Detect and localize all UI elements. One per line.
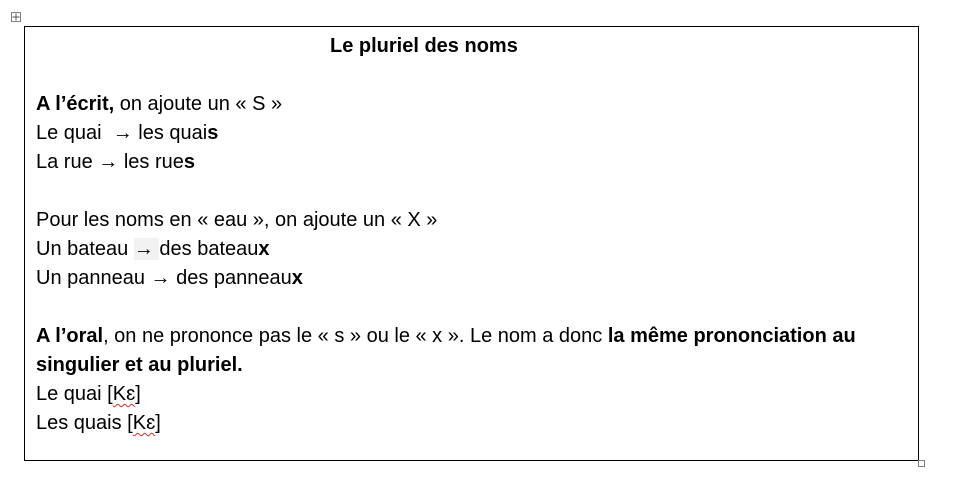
section1-example-2 <box>36 148 907 177</box>
section1-example-2-text: La rue → les rue <box>36 151 184 173</box>
section3-intro-text: , on ne prononce pas le « s » ou le « x ». Le nom a donc <box>103 325 608 347</box>
section2-example-2-ending: x <box>291 267 303 289</box>
blank-line <box>36 61 907 90</box>
table-move-handle-icon[interactable] <box>11 12 21 22</box>
section3-example-2-phonetic: Kɛ <box>132 412 156 434</box>
section2-example-2-text: Un panneau → des panneau <box>36 267 292 289</box>
section2-intro: Pour les noms en « eau », on ajoute un « X » <box>36 209 438 231</box>
section3-example-2-text: Les quais [ <box>36 412 133 434</box>
table-resize-handle[interactable] <box>918 460 925 467</box>
blank-line <box>36 177 907 206</box>
section2-example-1-arrow: → <box>133 238 160 260</box>
section2-example-2 <box>36 264 907 293</box>
section1-example-1 <box>36 119 907 148</box>
section1-intro <box>36 90 907 119</box>
section3-example-1-bracket: ] <box>135 383 141 405</box>
section3-intro <box>36 322 907 380</box>
section1-example-1-ending: s <box>207 122 219 144</box>
section3-example-2-bracket: ] <box>155 412 161 434</box>
section2-example-1-ending: x <box>258 238 270 260</box>
section3-example-2 <box>36 409 907 438</box>
section2-example-1 <box>36 235 907 264</box>
section2-example-1-plural: des bateau <box>159 238 259 260</box>
document-title: Le pluriel des noms <box>330 35 518 57</box>
section3-example-1-text: Le quai [ <box>36 383 113 405</box>
move-arrows-icon <box>12 13 20 21</box>
section1-intro-text: on ajoute un « S » <box>114 93 283 115</box>
section3-intro-bold-conclusion: la même prononciation au singulier et au pluriel. <box>36 325 856 376</box>
blank-line <box>36 293 907 322</box>
section3-example-1 <box>36 380 907 409</box>
section2-example-1-text: Un bateau <box>36 238 134 260</box>
section1-example-1-text: Le quai → les quai <box>36 122 208 144</box>
section1-intro-bold: A l’écrit, <box>36 93 115 115</box>
section1-example-2-ending: s <box>183 151 195 173</box>
section3-example-1-phonetic: Kɛ <box>112 383 136 405</box>
section3-intro-bold: A l’oral <box>36 325 104 347</box>
document-table-cell[interactable] <box>24 26 919 461</box>
